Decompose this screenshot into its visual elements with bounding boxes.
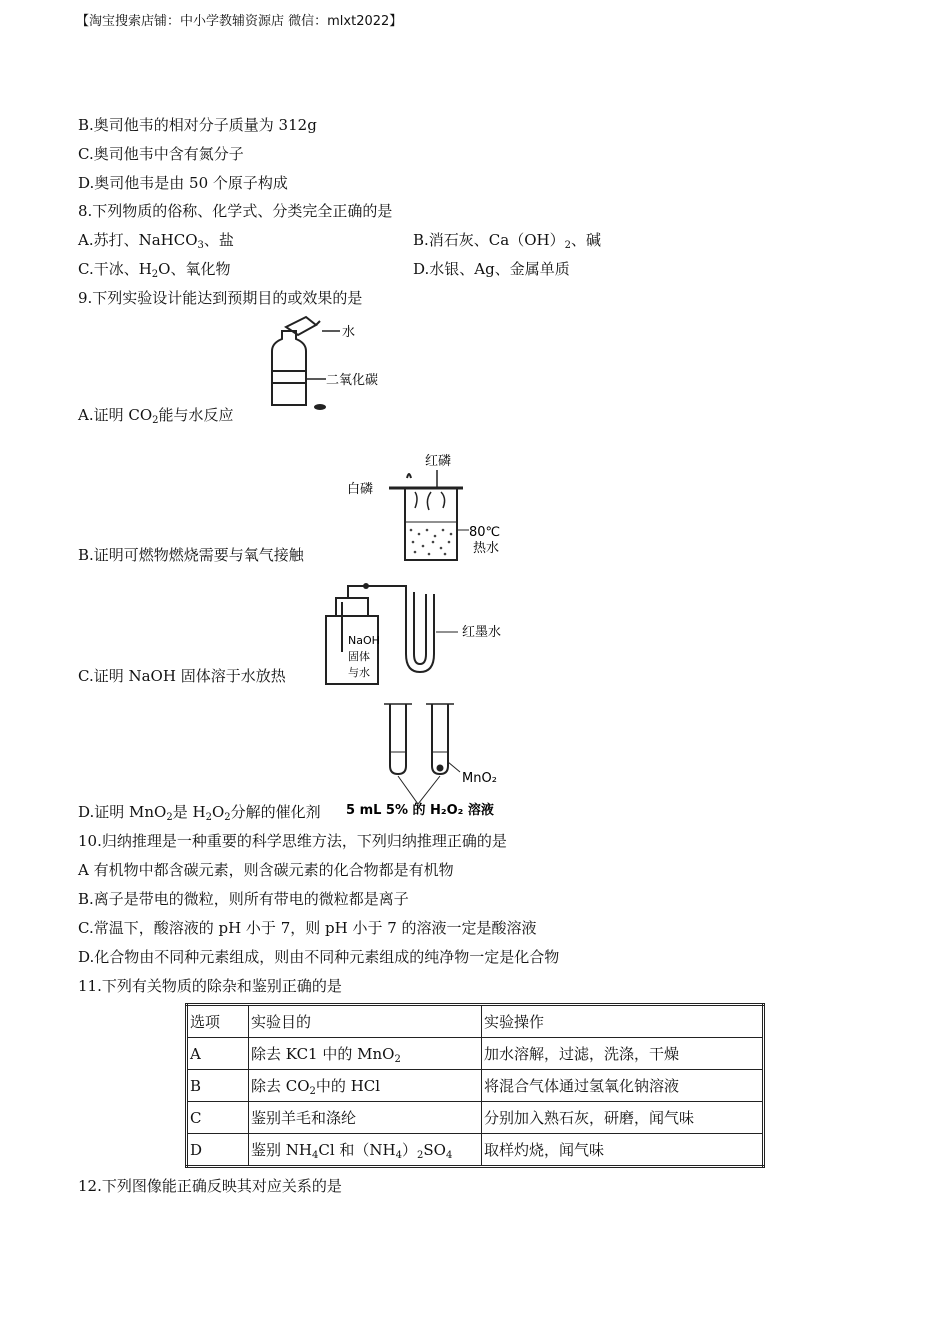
- figure-d-test-tubes: [340, 700, 520, 824]
- figure-c-red-ink-label: 红墨水: [462, 625, 502, 640]
- figure-a-co2-bottle: [262, 313, 402, 413]
- figure-c-naoh-label: NaOH: [348, 634, 380, 647]
- q7-option-c: C.奥司他韦中含有氮分子: [78, 145, 244, 163]
- figure-c-naoh-u-tube: [318, 576, 518, 688]
- q8-option-d: D.水银、Ag、金属单质: [413, 260, 570, 278]
- table-row: [187, 1134, 764, 1167]
- table-header-row: [187, 1005, 764, 1038]
- figure-b-hot-water-label: 热水: [473, 541, 500, 556]
- table-cell-option: C: [187, 1102, 249, 1134]
- figure-a-co2-label: 二氧化碳: [326, 373, 379, 388]
- table-cell-option: B: [187, 1070, 249, 1102]
- q10-option-d: D.化合物由不同种元素组成，则由不同种元素组成的纯净物一定是化合物: [78, 948, 560, 966]
- page-header: 【淘宝搜索店铺：中小学教辅资源店 微信：mlxt2022】: [76, 14, 403, 29]
- q10-option-c: C.常温下，酸溶液的 pH 小于 7，则 pH 小于 7 的溶液一定是酸溶液: [78, 919, 537, 937]
- q10-option-b: B.离子是带电的微粒，则所有带电的微粒都是离子: [78, 890, 409, 908]
- table-header-cell: 选项: [187, 1005, 249, 1038]
- figure-b-white-p-label: 白磷: [347, 482, 374, 497]
- table-cell-goal: 鉴别羊毛和涤纶: [249, 1102, 482, 1134]
- figure-b-temp-label: 80℃: [469, 525, 501, 540]
- table-cell-operation: 取样灼烧，闻气味: [482, 1134, 764, 1167]
- figure-a-water-label: 水: [342, 325, 356, 340]
- table-cell-goal: 除去 KC1 中的 MnO$_2$: [249, 1038, 482, 1070]
- q10-option-a: A 有机物中都含碳元素，则含碳元素的化合物都是有机物: [78, 861, 454, 879]
- q11-stem: 11.下列有关物质的除杂和鉴别正确的是: [78, 977, 342, 995]
- table-header-cell: 实验操作: [482, 1005, 764, 1038]
- q12-stem: 12.下列图像能正确反映其对应关系的是: [78, 1177, 342, 1195]
- q8-option-b: B.消石灰、$Ca(OH)_2$、碱: [413, 231, 601, 251]
- q9-stem: 9.下列实验设计能达到预期目的或效果的是: [78, 289, 363, 307]
- table-cell-operation: 分别加入熟石灰，研磨，闻气味: [482, 1102, 764, 1134]
- table-row: [187, 1070, 764, 1102]
- q8-option-a: A.苏打、NaHCO$_3$、盐: [78, 231, 234, 251]
- table-row: [187, 1102, 764, 1134]
- figure-d-mno2-label: MnO₂: [462, 771, 497, 786]
- table-cell-goal: 除去 $CO_2$中的 HCl: [249, 1070, 482, 1102]
- q9-option-d: D.证明 MnO$_2$是 $H_2O_2$分解的催化剂: [78, 803, 321, 823]
- q9-option-a: A.证明 $CO_2$能与水反应: [78, 406, 234, 426]
- q10-stem: 10.归纳推理是一种重要的科学思维方法，下列归纳推理正确的是: [78, 832, 507, 850]
- q11-table: [185, 1003, 765, 1168]
- table-cell-operation: 加水溶解，过滤，洗涤，干燥: [482, 1038, 764, 1070]
- table-cell-option: D: [187, 1134, 249, 1167]
- q7-option-b: B.奥司他韦的相对分子质量为 312g: [78, 116, 317, 134]
- q8-option-c: C.干冰、$H_2O$、氧化物: [78, 260, 231, 280]
- figure-b-red-p-label: 红磷: [425, 454, 452, 469]
- table-cell-operation: 将混合气体通过氢氧化钠溶液: [482, 1070, 764, 1102]
- table-cell-goal: 鉴别 $NH_4Cl$ 和$(NH_4)_2SO_4$: [249, 1134, 482, 1167]
- figure-c-solid-label: 固体: [348, 650, 370, 663]
- table-row: [187, 1038, 764, 1070]
- figure-c-water-label: 与水: [348, 666, 370, 679]
- q9-option-c: C.证明 NaOH 固体溶于水放热: [78, 667, 286, 685]
- q9-option-b: B.证明可燃物燃烧需要与氧气接触: [78, 546, 304, 564]
- table-header-cell: 实验目的: [249, 1005, 482, 1038]
- figure-d-caption: 5 mL 5% 的 H₂O₂ 溶液: [346, 803, 494, 818]
- q8-stem: 8.下列物质的俗称、化学式、分类完全正确的是: [78, 202, 393, 220]
- figure-b-combustion: [345, 448, 515, 568]
- q7-option-d: D.奥司他韦是由 50 个原子构成: [78, 174, 288, 192]
- table-cell-option: A: [187, 1038, 249, 1070]
